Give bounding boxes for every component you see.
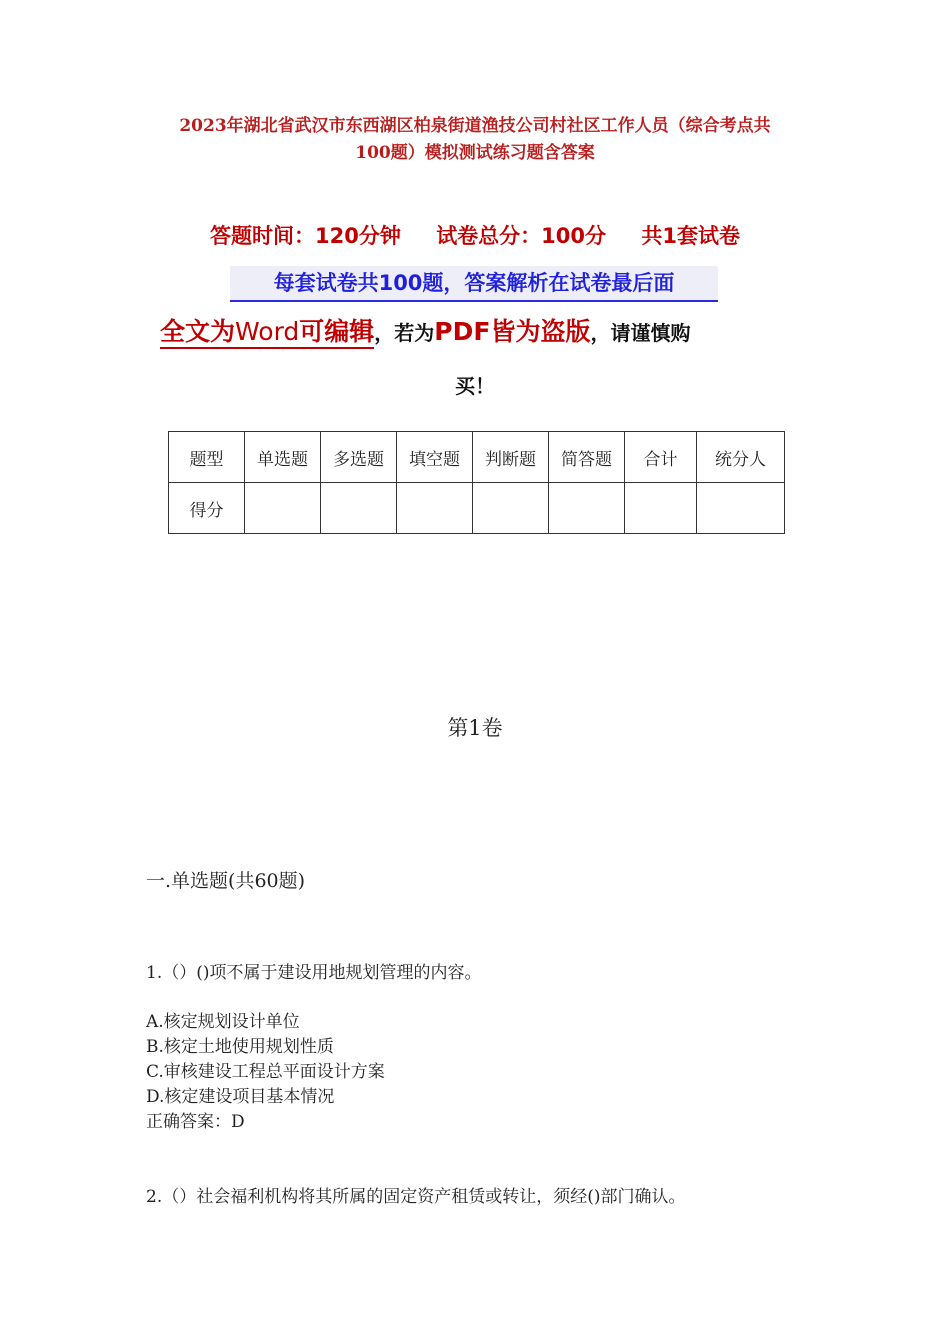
document-title (130, 113, 820, 167)
score-cell (397, 483, 473, 534)
section-heading: 一.单选题(共60题) (146, 870, 306, 892)
score-cell (245, 483, 321, 534)
title-line-1: 2023年湖北省武汉市东西湖区柏泉街道渔技公司村社区工作人员（综合考点共 (179, 116, 771, 136)
question-1-stem: 1.（）()项不属于建设用地规划管理的内容。 (146, 963, 482, 983)
title-line-2: 100题）模拟测试练习题含答案 (355, 143, 595, 163)
score-table-header-row (169, 432, 785, 483)
word-notice-part4: ，若为 (374, 321, 435, 345)
word-notice-part2: Word (235, 317, 300, 346)
question-1-answer: 正确答案：D (146, 1112, 245, 1132)
word-notice-part1: 全文为 (160, 317, 236, 346)
header-cell: 合计 (625, 432, 697, 483)
word-notice-part6: ，请谨慎购 (590, 321, 691, 345)
header-cell: 多选题 (321, 432, 397, 483)
exam-time: 答题时间：120分钟 (210, 224, 401, 248)
question-2-stem: 2.（）社会福利机构将其所属的固定资产租赁或转让，须经()部门确认。 (146, 1187, 686, 1207)
word-notice-end: 买！ (455, 374, 495, 398)
score-table (168, 431, 785, 534)
word-notice-underlined (160, 317, 375, 349)
header-cell: 填空题 (397, 432, 473, 483)
word-notice-part3: 可编辑 (299, 317, 375, 346)
score-cell (321, 483, 397, 534)
header-cell: 题型 (169, 432, 245, 483)
score-cell (697, 483, 785, 534)
exam-set-count: 共1套试卷 (641, 224, 740, 248)
header-cell: 判断题 (473, 432, 549, 483)
header-cell: 单选题 (245, 432, 321, 483)
score-cell (625, 483, 697, 534)
answer-notice: 每套试卷共100题，答案解析在试卷最后面 (230, 266, 718, 302)
header-cell: 统分人 (697, 432, 785, 483)
exam-total-score: 试卷总分：100分 (436, 224, 607, 248)
score-cell (473, 483, 549, 534)
score-cell (549, 483, 625, 534)
header-cell: 简答题 (549, 432, 625, 483)
word-notice (160, 312, 800, 348)
question-1-option-d: D.核定建设项目基本情况 (146, 1087, 335, 1107)
question-1-option-c: C.审核建设工程总平面设计方案 (146, 1062, 385, 1082)
row-label-cell: 得分 (169, 483, 245, 534)
word-notice-part5: PDF皆为盗版 (434, 317, 591, 346)
volume-heading: 第1卷 (447, 716, 503, 740)
question-1-option-a: A.核定规划设计单位 (146, 1012, 300, 1032)
exam-info (0, 220, 950, 250)
score-table-score-row (169, 483, 785, 534)
question-1-option-b: B.核定土地使用规划性质 (146, 1037, 334, 1057)
